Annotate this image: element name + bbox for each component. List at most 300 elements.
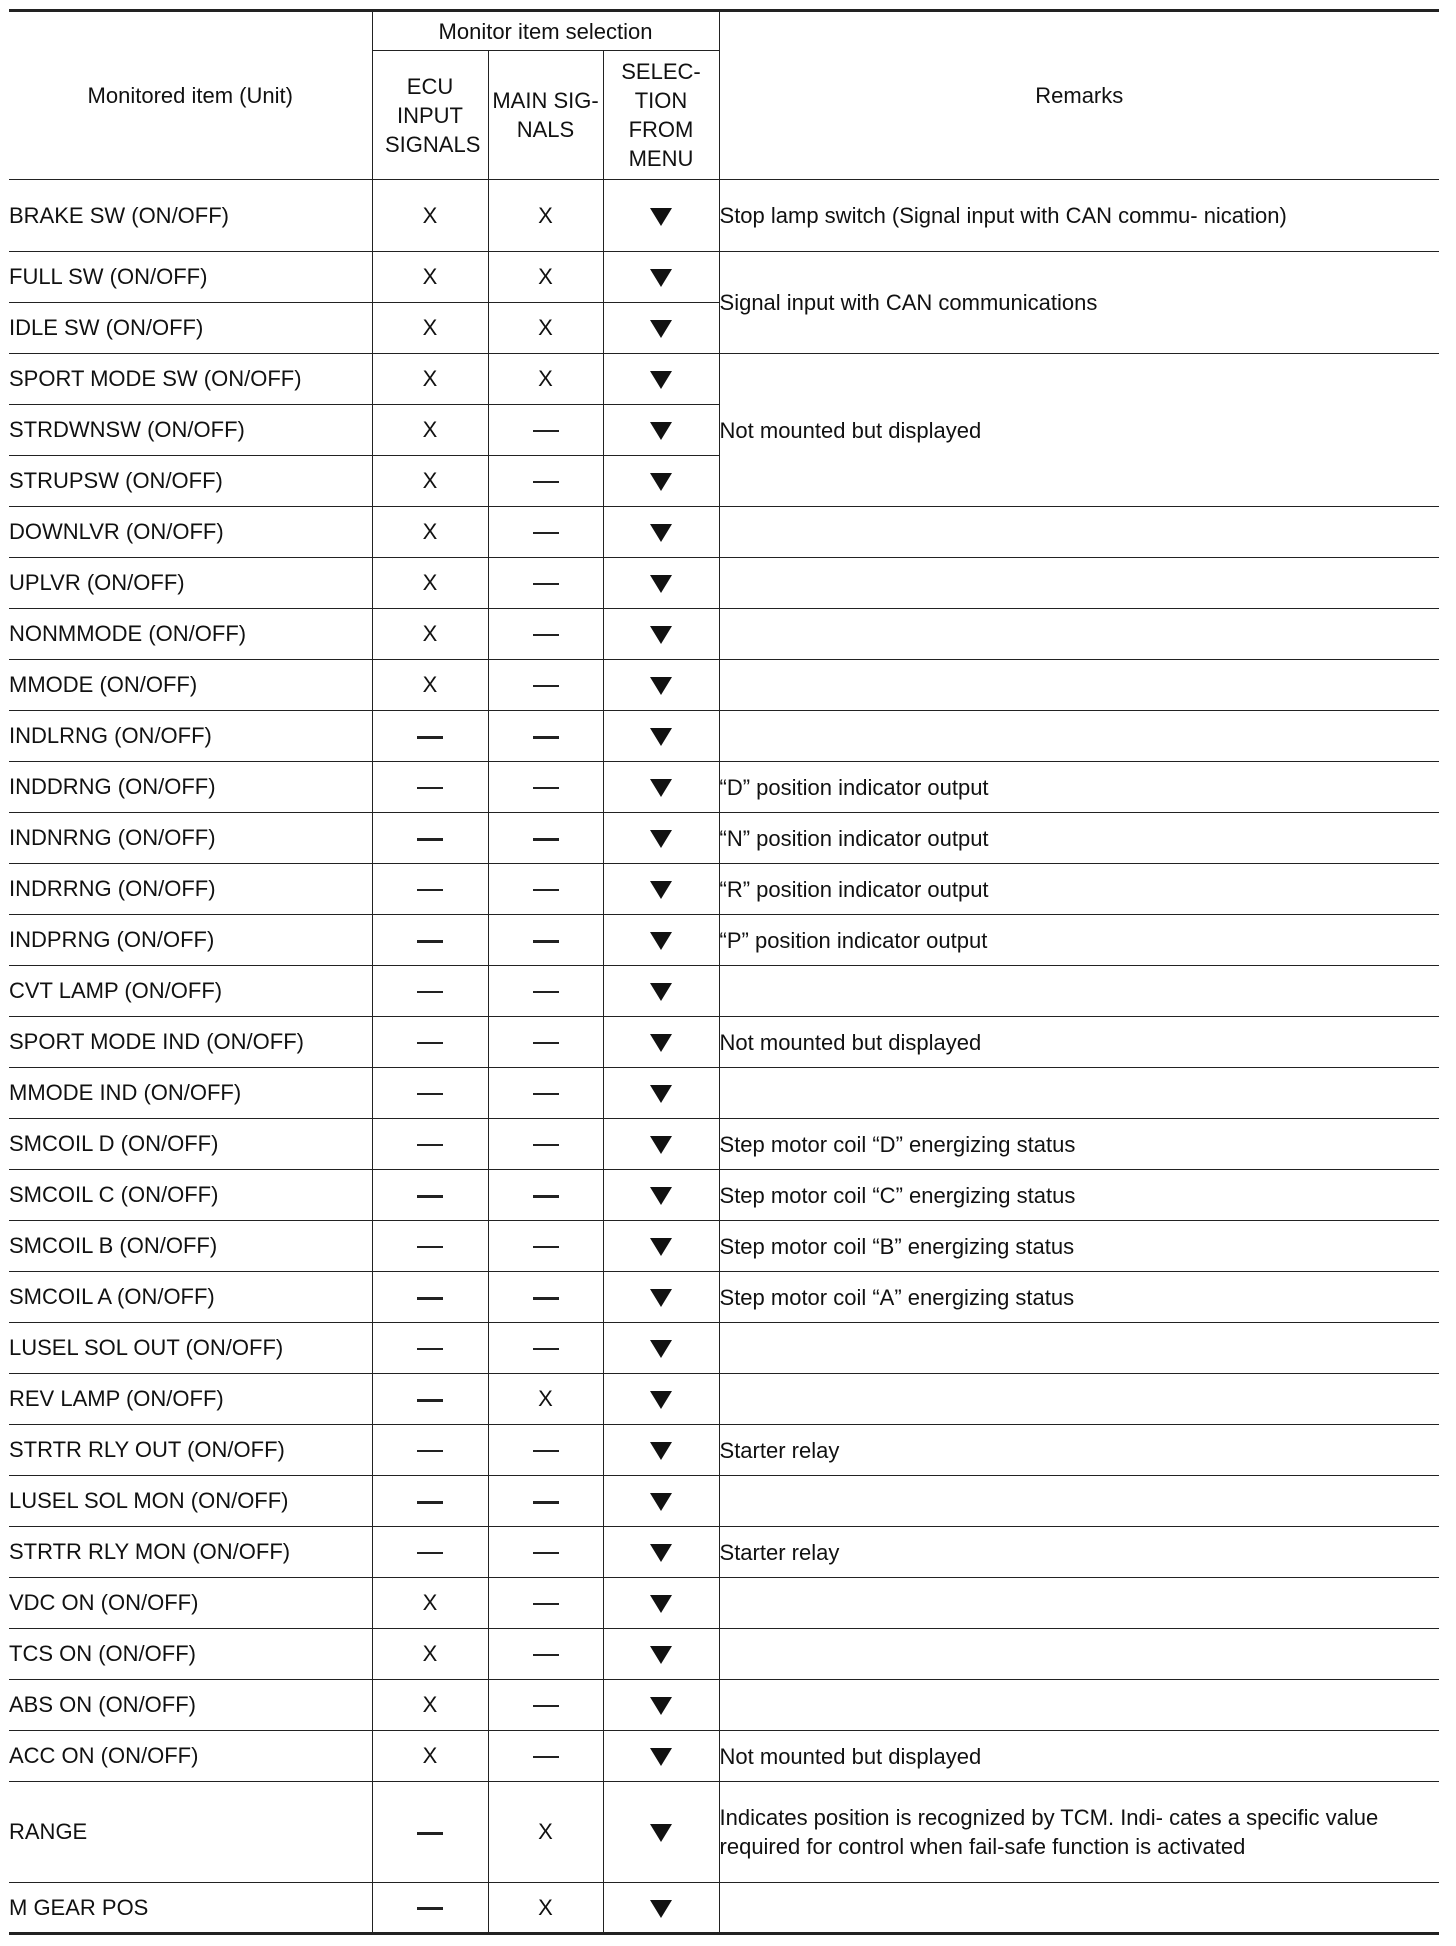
down-triangle-icon	[650, 1085, 672, 1103]
x-mark: X	[422, 621, 438, 646]
monitored-item: NONMMODE (ON/OFF)	[9, 609, 372, 660]
monitored-item: TCS ON (ON/OFF)	[9, 1629, 372, 1680]
remarks-cell: Indicates position is recognized by TCM. Indi- cates a specific value required for control when fail-safe function is activated	[719, 1782, 1439, 1883]
monitored-item: STRUPSW (ON/OFF)	[9, 456, 372, 507]
remarks-cell	[719, 1068, 1439, 1119]
down-triangle-icon	[650, 983, 672, 1001]
main-signals-mark	[488, 1221, 603, 1272]
down-triangle-icon	[650, 371, 672, 389]
dash-mark	[533, 1195, 559, 1198]
header-monitored-item: Monitored item (Unit)	[9, 11, 372, 180]
selection-from-menu-mark	[603, 864, 719, 915]
x-mark: X	[422, 202, 438, 228]
main-signals-mark	[488, 1527, 603, 1578]
main-signals-mark	[488, 1425, 603, 1476]
table-row	[9, 1731, 1439, 1782]
ecu-input-signals-mark	[372, 1883, 488, 1934]
monitored-item: MMODE IND (ON/OFF)	[9, 1068, 372, 1119]
dash-mark	[417, 838, 443, 841]
ecu-input-signals-mark	[372, 1578, 488, 1629]
ecu-input-signals-mark	[372, 1068, 488, 1119]
table-row	[9, 915, 1439, 966]
dash-mark	[417, 787, 443, 789]
down-triangle-icon	[650, 626, 672, 644]
dash-mark	[417, 1042, 443, 1044]
main-signals-mark	[488, 1731, 603, 1782]
x-mark: X	[538, 1819, 553, 1844]
ecu-input-signals-mark	[372, 1221, 488, 1272]
table-row	[9, 252, 1439, 303]
down-triangle-icon	[650, 1595, 672, 1613]
selection-from-menu-mark	[603, 1272, 719, 1323]
down-triangle-icon	[650, 575, 672, 593]
dash-mark	[417, 1552, 443, 1554]
selection-from-menu-mark	[603, 1017, 719, 1068]
dash-mark	[417, 1501, 443, 1504]
down-triangle-icon	[650, 1824, 672, 1842]
table-row	[9, 1629, 1439, 1680]
main-signals-mark	[488, 1374, 603, 1425]
dash-mark	[533, 1348, 559, 1350]
header-selection-from-menu	[603, 51, 719, 180]
down-triangle-icon	[650, 1187, 672, 1205]
dash-mark	[533, 430, 559, 432]
table-row	[9, 762, 1439, 813]
dash-mark	[417, 940, 443, 943]
dash-mark	[417, 889, 443, 891]
selection-from-menu-mark	[603, 660, 719, 711]
x-mark: X	[422, 366, 438, 391]
dash-mark	[533, 1297, 559, 1300]
monitored-item: ACC ON (ON/OFF)	[9, 1731, 372, 1782]
main-signals-mark	[488, 1883, 603, 1934]
main-signals-mark	[488, 1323, 603, 1374]
dash-mark	[417, 991, 443, 993]
dash-mark	[533, 1705, 559, 1707]
header-main-signals	[488, 51, 603, 180]
monitored-item: UPLVR (ON/OFF)	[9, 558, 372, 609]
selection-from-menu-mark	[603, 1782, 719, 1883]
ecu-input-signals-mark	[372, 1629, 488, 1680]
remarks-cell: Step motor coil “D” energizing status	[719, 1119, 1439, 1170]
table-row	[9, 1068, 1439, 1119]
dash-mark	[417, 1450, 443, 1452]
dash-mark	[533, 1756, 559, 1758]
ecu-input-signals-mark	[372, 1272, 488, 1323]
remarks-cell	[719, 558, 1439, 609]
table-row	[9, 1374, 1439, 1425]
selection-from-menu-mark	[603, 252, 719, 303]
remarks-cell	[719, 1578, 1439, 1629]
monitored-item: STRTR RLY OUT (ON/OFF)	[9, 1425, 372, 1476]
selection-from-menu-mark	[603, 1476, 719, 1527]
selection-from-menu-mark	[603, 1119, 719, 1170]
main-signals-mark	[488, 609, 603, 660]
x-mark: X	[538, 202, 553, 228]
dash-mark	[533, 940, 559, 943]
x-mark: X	[538, 264, 553, 289]
down-triangle-icon	[650, 830, 672, 848]
monitored-item: DOWNLVR (ON/OFF)	[9, 507, 372, 558]
dash-mark	[533, 838, 559, 841]
x-mark: X	[422, 519, 438, 544]
remarks-cell	[719, 1629, 1439, 1680]
down-triangle-icon	[650, 320, 672, 338]
ecu-input-signals-mark	[372, 813, 488, 864]
dash-mark	[533, 991, 559, 993]
down-triangle-icon	[650, 422, 672, 440]
dash-mark	[533, 889, 559, 891]
main-signals-mark	[488, 864, 603, 915]
down-triangle-icon	[650, 1442, 672, 1460]
ecu-input-signals-mark	[372, 660, 488, 711]
selection-from-menu-mark	[603, 1068, 719, 1119]
remarks-cell: “R” position indicator output	[719, 864, 1439, 915]
monitored-item: INDRRNG (ON/OFF)	[9, 864, 372, 915]
remarks-cell: Not mounted but displayed	[719, 1731, 1439, 1782]
dash-mark	[417, 1832, 443, 1835]
table-row	[9, 1119, 1439, 1170]
ecu-input-signals-mark	[372, 558, 488, 609]
table-row	[9, 558, 1439, 609]
main-signals-mark	[488, 1170, 603, 1221]
selection-from-menu-mark	[603, 915, 719, 966]
selection-from-menu-mark	[603, 1883, 719, 1934]
selection-from-menu-mark	[603, 1374, 719, 1425]
ecu-input-signals-mark	[372, 1680, 488, 1731]
table-row	[9, 1476, 1439, 1527]
ecu-input-signals-mark	[372, 1527, 488, 1578]
ecu-input-signals-mark	[372, 966, 488, 1017]
remarks-cell	[719, 609, 1439, 660]
main-signals-mark	[488, 456, 603, 507]
selection-from-menu-mark	[603, 456, 719, 507]
monitored-item: INDDRNG (ON/OFF)	[9, 762, 372, 813]
dash-mark	[417, 1195, 443, 1198]
remarks-cell	[719, 1476, 1439, 1527]
monitored-item: SPORT MODE IND (ON/OFF)	[9, 1017, 372, 1068]
selection-from-menu-mark	[603, 1323, 719, 1374]
monitored-item: STRTR RLY MON (ON/OFF)	[9, 1527, 372, 1578]
monitored-item: STRDWNSW (ON/OFF)	[9, 405, 372, 456]
table-row	[9, 1782, 1439, 1883]
monitored-item: VDC ON (ON/OFF)	[9, 1578, 372, 1629]
remarks-cell	[719, 1883, 1439, 1934]
remarks-cell	[719, 507, 1439, 558]
ecu-input-signals-mark	[372, 354, 488, 405]
table-row	[9, 864, 1439, 915]
ecu-input-signals-mark	[372, 456, 488, 507]
main-signals-mark	[488, 1476, 603, 1527]
main-signals-mark	[488, 507, 603, 558]
monitored-item: LUSEL SOL OUT (ON/OFF)	[9, 1323, 372, 1374]
down-triangle-icon	[650, 728, 672, 746]
remarks-cell: Step motor coil “C” energizing status	[719, 1170, 1439, 1221]
x-mark: X	[422, 264, 438, 289]
dash-mark	[533, 634, 559, 636]
main-signals-mark	[488, 405, 603, 456]
down-triangle-icon	[650, 1748, 672, 1766]
remarks-cell: Starter relay	[719, 1425, 1439, 1476]
selection-from-menu-mark	[603, 609, 719, 660]
main-signals-mark	[488, 1578, 603, 1629]
dash-mark	[533, 736, 559, 739]
main-signals-mark	[488, 1629, 603, 1680]
down-triangle-icon	[650, 881, 672, 899]
monitored-item: CVT LAMP (ON/OFF)	[9, 966, 372, 1017]
ecu-input-signals-mark	[372, 1017, 488, 1068]
dash-mark	[533, 1654, 559, 1656]
remarks-cell	[719, 1323, 1439, 1374]
dash-mark	[533, 583, 559, 585]
down-triangle-icon	[650, 677, 672, 695]
dash-mark	[417, 1144, 443, 1146]
monitored-item: ABS ON (ON/OFF)	[9, 1680, 372, 1731]
down-triangle-icon	[650, 1544, 672, 1562]
x-mark: X	[422, 468, 438, 493]
selection-from-menu-mark	[603, 711, 719, 762]
remarks-cell: Starter relay	[719, 1527, 1439, 1578]
down-triangle-icon	[650, 1136, 672, 1154]
remarks-cell: Signal input with CAN communications	[719, 252, 1439, 354]
ecu-input-signals-mark	[372, 762, 488, 813]
x-mark: X	[422, 672, 438, 697]
dash-mark	[533, 787, 559, 789]
remarks-cell: Step motor coil “A” energizing status	[719, 1272, 1439, 1323]
selection-from-menu-mark	[603, 180, 719, 252]
dash-mark	[417, 1093, 443, 1095]
remarks-cell: “P” position indicator output	[719, 915, 1439, 966]
down-triangle-icon	[650, 1900, 672, 1918]
down-triangle-icon	[650, 1391, 672, 1409]
remarks-cell: Not mounted but displayed	[719, 354, 1439, 507]
selection-from-menu-mark	[603, 1680, 719, 1731]
ecu-input-signals-mark	[372, 405, 488, 456]
main-signals-mark	[488, 711, 603, 762]
dash-mark	[533, 1144, 559, 1146]
monitored-item: SMCOIL B (ON/OFF)	[9, 1221, 372, 1272]
dash-mark	[533, 481, 559, 483]
x-mark: X	[422, 1692, 438, 1717]
remarks-cell: Stop lamp switch (Signal input with CAN commu- nication)	[719, 180, 1439, 252]
table-row	[9, 660, 1439, 711]
down-triangle-icon	[650, 1289, 672, 1307]
selection-from-menu-mark	[603, 813, 719, 864]
selection-from-menu-mark	[603, 1578, 719, 1629]
x-mark: X	[538, 315, 553, 340]
ecu-input-signals-mark	[372, 1476, 488, 1527]
monitored-item: IDLE SW (ON/OFF)	[9, 303, 372, 354]
dash-mark	[533, 685, 559, 687]
ecu-input-signals-mark	[372, 1374, 488, 1425]
ecu-input-signals-mark	[372, 252, 488, 303]
dash-mark	[533, 532, 559, 534]
main-signals-mark	[488, 1119, 603, 1170]
dash-mark	[533, 1450, 559, 1452]
selection-from-menu-mark	[603, 1731, 719, 1782]
dash-mark	[533, 1552, 559, 1554]
main-signals-mark	[488, 354, 603, 405]
down-triangle-icon	[650, 932, 672, 950]
dash-mark	[417, 1399, 443, 1402]
main-signals-mark	[488, 1068, 603, 1119]
monitored-item: FULL SW (ON/OFF)	[9, 252, 372, 303]
main-signals-mark	[488, 813, 603, 864]
main-signals-mark	[488, 1272, 603, 1323]
main-signals-mark	[488, 660, 603, 711]
main-signals-mark	[488, 762, 603, 813]
x-mark: X	[422, 570, 438, 595]
down-triangle-icon	[650, 473, 672, 491]
ecu-input-signals-mark	[372, 1323, 488, 1374]
table-row	[9, 1425, 1439, 1476]
x-mark: X	[538, 366, 553, 391]
monitored-item: BRAKE SW (ON/OFF)	[9, 180, 372, 252]
monitored-item: SPORT MODE SW (ON/OFF)	[9, 354, 372, 405]
monitored-item: MMODE (ON/OFF)	[9, 660, 372, 711]
dash-mark	[533, 1246, 559, 1248]
dash-mark	[417, 736, 443, 739]
main-signals-mark	[488, 1782, 603, 1883]
monitored-item: SMCOIL C (ON/OFF)	[9, 1170, 372, 1221]
table-row	[9, 1272, 1439, 1323]
x-mark: X	[422, 1743, 438, 1768]
selection-from-menu-mark	[603, 558, 719, 609]
selection-from-menu-mark	[603, 1527, 719, 1578]
table-row	[9, 1578, 1439, 1629]
table-row	[9, 813, 1439, 864]
monitored-item: INDNRNG (ON/OFF)	[9, 813, 372, 864]
remarks-cell	[719, 1374, 1439, 1425]
remarks-cell	[719, 711, 1439, 762]
main-signals-mark	[488, 180, 603, 252]
table-row	[9, 1680, 1439, 1731]
selection-from-menu-mark	[603, 1425, 719, 1476]
ecu-input-signals-mark	[372, 1425, 488, 1476]
monitored-item: RANGE	[9, 1782, 372, 1883]
x-mark: X	[422, 1590, 438, 1615]
ecu-input-signals-mark	[372, 864, 488, 915]
down-triangle-icon	[650, 208, 672, 226]
table-row	[9, 1017, 1439, 1068]
x-mark: X	[422, 315, 438, 340]
dash-mark	[417, 1297, 443, 1300]
dash-mark	[417, 1348, 443, 1350]
table-row	[9, 1323, 1439, 1374]
main-signals-mark	[488, 1680, 603, 1731]
dash-mark	[533, 1603, 559, 1605]
selection-from-menu-mark	[603, 303, 719, 354]
monitored-item: REV LAMP (ON/OFF)	[9, 1374, 372, 1425]
down-triangle-icon	[650, 1034, 672, 1052]
main-signals-mark	[488, 915, 603, 966]
monitored-item: LUSEL SOL MON (ON/OFF)	[9, 1476, 372, 1527]
selection-from-menu-mark	[603, 1170, 719, 1221]
main-signals-mark	[488, 303, 603, 354]
table-row	[9, 711, 1439, 762]
table-row	[9, 609, 1439, 660]
monitored-item: INDPRNG (ON/OFF)	[9, 915, 372, 966]
down-triangle-icon	[650, 1697, 672, 1715]
monitor-item-table	[9, 9, 1439, 1935]
down-triangle-icon	[650, 1340, 672, 1358]
ecu-input-signals-mark	[372, 180, 488, 252]
down-triangle-icon	[650, 1646, 672, 1664]
monitored-item: SMCOIL D (ON/OFF)	[9, 1119, 372, 1170]
selection-from-menu-mark	[603, 507, 719, 558]
x-mark: X	[538, 1894, 553, 1920]
remarks-cell: Not mounted but displayed	[719, 1017, 1439, 1068]
remarks-cell	[719, 1680, 1439, 1731]
dash-mark	[533, 1501, 559, 1504]
header-selection-from-menu-text: SELEC- TION FROM MENU	[621, 59, 701, 171]
main-signals-mark	[488, 252, 603, 303]
dash-mark	[533, 1093, 559, 1095]
remarks-cell: Step motor coil “B” energizing status	[719, 1221, 1439, 1272]
remarks-cell: “D” position indicator output	[719, 762, 1439, 813]
monitored-item: SMCOIL A (ON/OFF)	[9, 1272, 372, 1323]
x-mark: X	[538, 1386, 553, 1411]
table-body	[9, 180, 1439, 1934]
ecu-input-signals-mark	[372, 609, 488, 660]
table-row	[9, 180, 1439, 252]
ecu-input-signals-mark	[372, 711, 488, 762]
monitored-item: INDLRNG (ON/OFF)	[9, 711, 372, 762]
x-mark: X	[422, 417, 438, 442]
header-monitor-item-selection: Monitor item selection	[372, 11, 719, 51]
header-remarks: Remarks	[719, 11, 1439, 180]
down-triangle-icon	[650, 1493, 672, 1511]
dash-mark	[533, 1042, 559, 1044]
table-row	[9, 507, 1439, 558]
ecu-input-signals-mark	[372, 507, 488, 558]
selection-from-menu-mark	[603, 1629, 719, 1680]
selection-from-menu-mark	[603, 966, 719, 1017]
main-signals-mark	[488, 1017, 603, 1068]
table-row	[9, 1883, 1439, 1934]
monitored-item: M GEAR POS	[9, 1883, 372, 1934]
selection-from-menu-mark	[603, 762, 719, 813]
down-triangle-icon	[650, 269, 672, 287]
selection-from-menu-mark	[603, 1221, 719, 1272]
remarks-cell	[719, 660, 1439, 711]
dash-mark	[417, 1907, 443, 1910]
table-row	[9, 1170, 1439, 1221]
remarks-cell	[719, 966, 1439, 1017]
down-triangle-icon	[650, 779, 672, 797]
ecu-input-signals-mark	[372, 1119, 488, 1170]
table-row	[9, 966, 1439, 1017]
selection-from-menu-mark	[603, 405, 719, 456]
down-triangle-icon	[650, 524, 672, 542]
ecu-input-signals-mark	[372, 1731, 488, 1782]
ecu-input-signals-mark	[372, 1170, 488, 1221]
header-main-signals-text: MAIN SIG- NALS	[492, 88, 599, 142]
header-ecu-input-signals-text: ECU INPUT SIGNALS	[385, 73, 481, 157]
header-ecu-input-signals	[372, 51, 488, 180]
ecu-input-signals-mark	[372, 915, 488, 966]
main-signals-mark	[488, 966, 603, 1017]
ecu-input-signals-mark	[372, 303, 488, 354]
table-row	[9, 1221, 1439, 1272]
dash-mark	[417, 1246, 443, 1248]
table-row	[9, 354, 1439, 405]
remarks-cell: “N” position indicator output	[719, 813, 1439, 864]
down-triangle-icon	[650, 1238, 672, 1256]
ecu-input-signals-mark	[372, 1782, 488, 1883]
main-signals-mark	[488, 558, 603, 609]
x-mark: X	[422, 1641, 438, 1666]
